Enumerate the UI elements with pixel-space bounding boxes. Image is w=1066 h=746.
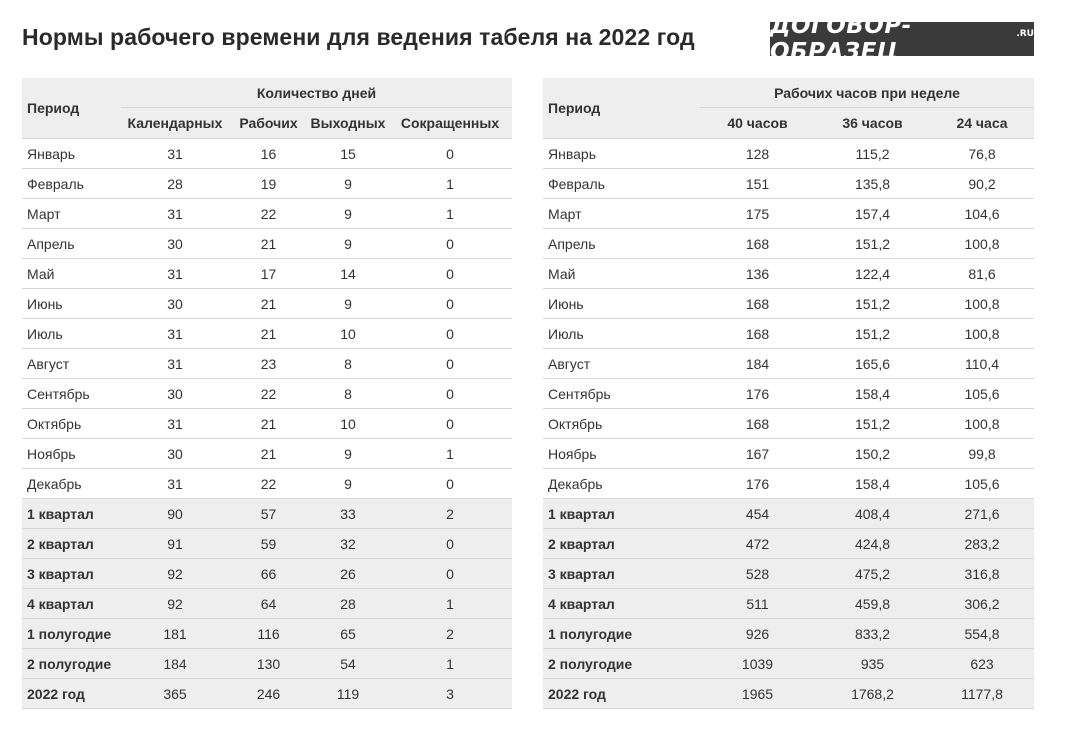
table-row <box>22 499 512 529</box>
value-cell: 168 <box>700 319 815 349</box>
table-row <box>22 409 512 439</box>
value-cell: 157,4 <box>815 199 930 229</box>
table-row <box>543 559 1034 589</box>
value-cell: 91 <box>121 529 229 559</box>
value-cell: 0 <box>388 139 512 169</box>
value-cell: 472 <box>700 529 815 559</box>
value-cell: 151,2 <box>815 319 930 349</box>
value-cell: 54 <box>308 649 388 679</box>
period-cell: 2 квартал <box>543 529 700 559</box>
value-cell: 151,2 <box>815 289 930 319</box>
value-cell: 28 <box>121 169 229 199</box>
value-cell: 66 <box>229 559 308 589</box>
value-cell: 128 <box>700 139 815 169</box>
value-cell: 9 <box>308 439 388 469</box>
period-cell: Январь <box>543 139 700 169</box>
column-header-24h: 24 часа <box>930 108 1034 139</box>
table-row <box>543 589 1034 619</box>
value-cell: 184 <box>121 649 229 679</box>
value-cell: 76,8 <box>930 139 1034 169</box>
table-row <box>22 529 512 559</box>
period-cell: 1 полугодие <box>22 619 121 649</box>
period-header: Период <box>22 78 121 139</box>
value-cell: 31 <box>121 319 229 349</box>
table-row <box>543 679 1034 709</box>
value-cell: 2 <box>388 619 512 649</box>
table-row <box>543 199 1034 229</box>
period-cell: Октябрь <box>22 409 121 439</box>
value-cell: 9 <box>308 199 388 229</box>
value-cell: 283,2 <box>930 529 1034 559</box>
value-cell: 110,4 <box>930 349 1034 379</box>
value-cell: 0 <box>388 349 512 379</box>
value-cell: 1039 <box>700 649 815 679</box>
value-cell: 17 <box>229 259 308 289</box>
value-cell: 271,6 <box>930 499 1034 529</box>
value-cell: 21 <box>229 319 308 349</box>
value-cell: 65 <box>308 619 388 649</box>
table-row <box>22 139 512 169</box>
value-cell: 1965 <box>700 679 815 709</box>
value-cell: 10 <box>308 409 388 439</box>
value-cell: 0 <box>388 229 512 259</box>
table-row <box>543 619 1034 649</box>
value-cell: 105,6 <box>930 469 1034 499</box>
period-cell: 2022 год <box>22 679 121 709</box>
logo-suffix: .RU <box>1016 29 1034 39</box>
period-cell: 4 квартал <box>22 589 121 619</box>
value-cell: 30 <box>121 379 229 409</box>
value-cell: 623 <box>930 649 1034 679</box>
value-cell: 1177,8 <box>930 679 1034 709</box>
value-cell: 136 <box>700 259 815 289</box>
value-cell: 19 <box>229 169 308 199</box>
period-cell: Июль <box>543 319 700 349</box>
value-cell: 64 <box>229 589 308 619</box>
column-header-36h: 36 часов <box>815 108 930 139</box>
value-cell: 32 <box>308 529 388 559</box>
value-cell: 1 <box>388 169 512 199</box>
table-row <box>543 649 1034 679</box>
value-cell: 8 <box>308 379 388 409</box>
value-cell: 151,2 <box>815 229 930 259</box>
value-cell: 833,2 <box>815 619 930 649</box>
value-cell: 176 <box>700 379 815 409</box>
value-cell: 1768,2 <box>815 679 930 709</box>
value-cell: 459,8 <box>815 589 930 619</box>
value-cell: 30 <box>121 229 229 259</box>
working-hours-table-body <box>543 139 1034 709</box>
table-row <box>543 439 1034 469</box>
value-cell: 454 <box>700 499 815 529</box>
value-cell: 9 <box>308 169 388 199</box>
value-cell: 0 <box>388 559 512 589</box>
value-cell: 90 <box>121 499 229 529</box>
value-cell: 31 <box>121 259 229 289</box>
period-cell: Июнь <box>543 289 700 319</box>
value-cell: 176 <box>700 469 815 499</box>
value-cell: 92 <box>121 589 229 619</box>
value-cell: 365 <box>121 679 229 709</box>
table-row <box>22 559 512 589</box>
period-cell: Февраль <box>543 169 700 199</box>
value-cell: 99,8 <box>930 439 1034 469</box>
value-cell: 21 <box>229 289 308 319</box>
period-cell: 1 квартал <box>22 499 121 529</box>
table-row <box>543 169 1034 199</box>
value-cell: 151,2 <box>815 409 930 439</box>
period-cell: Сентябрь <box>543 379 700 409</box>
period-cell: Апрель <box>543 229 700 259</box>
value-cell: 10 <box>308 319 388 349</box>
value-cell: 511 <box>700 589 815 619</box>
value-cell: 246 <box>229 679 308 709</box>
value-cell: 168 <box>700 409 815 439</box>
period-cell: 2 полугодие <box>543 649 700 679</box>
period-cell: 2 квартал <box>22 529 121 559</box>
value-cell: 21 <box>229 439 308 469</box>
page-title: Нормы рабочего времени для ведения табеля на 2022 год <box>22 24 695 50</box>
period-cell: 1 полугодие <box>543 619 700 649</box>
table-row <box>543 229 1034 259</box>
value-cell: 57 <box>229 499 308 529</box>
table-row <box>22 679 512 709</box>
period-cell: Апрель <box>22 229 121 259</box>
value-cell: 528 <box>700 559 815 589</box>
value-cell: 151 <box>700 169 815 199</box>
period-cell: Сентябрь <box>22 379 121 409</box>
table-row <box>543 259 1034 289</box>
table-row <box>543 409 1034 439</box>
value-cell: 31 <box>121 349 229 379</box>
column-header-calendar: Календарных <box>121 108 229 139</box>
value-cell: 1 <box>388 199 512 229</box>
value-cell: 184 <box>700 349 815 379</box>
value-cell: 31 <box>121 139 229 169</box>
value-cell: 130 <box>229 649 308 679</box>
period-cell: Ноябрь <box>22 439 121 469</box>
table-row <box>543 289 1034 319</box>
value-cell: 100,8 <box>930 289 1034 319</box>
working-hours-table <box>543 78 1034 709</box>
period-cell: 2 полугодие <box>22 649 121 679</box>
value-cell: 90,2 <box>930 169 1034 199</box>
value-cell: 167 <box>700 439 815 469</box>
value-cell: 1 <box>388 649 512 679</box>
value-cell: 31 <box>121 469 229 499</box>
period-cell: Декабрь <box>22 469 121 499</box>
period-cell: Март <box>22 199 121 229</box>
period-cell: 4 квартал <box>543 589 700 619</box>
table-row <box>22 229 512 259</box>
value-cell: 2 <box>388 499 512 529</box>
period-cell: 1 квартал <box>543 499 700 529</box>
value-cell: 175 <box>700 199 815 229</box>
value-cell: 100,8 <box>930 229 1034 259</box>
period-cell: Июль <box>22 319 121 349</box>
table-row <box>543 469 1034 499</box>
value-cell: 115,2 <box>815 139 930 169</box>
value-cell: 3 <box>388 679 512 709</box>
table-row <box>22 289 512 319</box>
value-cell: 554,8 <box>930 619 1034 649</box>
value-cell: 33 <box>308 499 388 529</box>
value-cell: 168 <box>700 289 815 319</box>
value-cell: 0 <box>388 289 512 319</box>
table-row <box>22 199 512 229</box>
value-cell: 0 <box>388 529 512 559</box>
value-cell: 26 <box>308 559 388 589</box>
period-cell: Август <box>543 349 700 379</box>
value-cell: 122,4 <box>815 259 930 289</box>
value-cell: 81,6 <box>930 259 1034 289</box>
value-cell: 181 <box>121 619 229 649</box>
value-cell: 158,4 <box>815 379 930 409</box>
period-cell: 3 квартал <box>543 559 700 589</box>
period-header: Период <box>543 78 700 139</box>
period-cell: 3 квартал <box>22 559 121 589</box>
value-cell: 31 <box>121 409 229 439</box>
period-cell: Июнь <box>22 289 121 319</box>
value-cell: 22 <box>229 469 308 499</box>
column-header-weekend: Выходных <box>308 108 388 139</box>
value-cell: 8 <box>308 349 388 379</box>
value-cell: 9 <box>308 229 388 259</box>
table-row <box>22 649 512 679</box>
period-cell: Октябрь <box>543 409 700 439</box>
value-cell: 28 <box>308 589 388 619</box>
table-row <box>543 349 1034 379</box>
value-cell: 475,2 <box>815 559 930 589</box>
value-cell: 306,2 <box>930 589 1034 619</box>
table-row <box>543 319 1034 349</box>
column-header-shortened: Сокращенных <box>388 108 512 139</box>
value-cell: 150,2 <box>815 439 930 469</box>
table-row <box>22 439 512 469</box>
table-row <box>22 259 512 289</box>
working-days-table <box>22 78 512 709</box>
period-cell: Май <box>22 259 121 289</box>
hours-per-week-group-header: Рабочих часов при неделе <box>700 78 1034 108</box>
value-cell: 116 <box>229 619 308 649</box>
value-cell: 316,8 <box>930 559 1034 589</box>
value-cell: 22 <box>229 199 308 229</box>
site-logo[interactable] <box>770 13 1034 65</box>
value-cell: 59 <box>229 529 308 559</box>
table-row <box>22 469 512 499</box>
value-cell: 9 <box>308 469 388 499</box>
value-cell: 158,4 <box>815 469 930 499</box>
value-cell: 119 <box>308 679 388 709</box>
value-cell: 21 <box>229 229 308 259</box>
value-cell: 21 <box>229 409 308 439</box>
table-row <box>543 379 1034 409</box>
value-cell: 30 <box>121 439 229 469</box>
period-cell: 2022 год <box>543 679 700 709</box>
days-count-group-header: Количество дней <box>121 78 512 108</box>
period-cell: Май <box>543 259 700 289</box>
value-cell: 14 <box>308 259 388 289</box>
value-cell: 0 <box>388 319 512 349</box>
value-cell: 1 <box>388 589 512 619</box>
value-cell: 105,6 <box>930 379 1034 409</box>
period-cell: Декабрь <box>543 469 700 499</box>
value-cell: 935 <box>815 649 930 679</box>
value-cell: 0 <box>388 259 512 289</box>
value-cell: 926 <box>700 619 815 649</box>
value-cell: 104,6 <box>930 199 1034 229</box>
value-cell: 165,6 <box>815 349 930 379</box>
value-cell: 9 <box>308 289 388 319</box>
table-row <box>543 139 1034 169</box>
period-cell: Март <box>543 199 700 229</box>
value-cell: 92 <box>121 559 229 589</box>
period-cell: Январь <box>22 139 121 169</box>
table-row <box>22 169 512 199</box>
table-row <box>22 619 512 649</box>
value-cell: 100,8 <box>930 409 1034 439</box>
value-cell: 30 <box>121 289 229 319</box>
value-cell: 408,4 <box>815 499 930 529</box>
value-cell: 15 <box>308 139 388 169</box>
value-cell: 424,8 <box>815 529 930 559</box>
column-header-working: Рабочих <box>229 108 308 139</box>
logo-text: ДОГОВОР-ОБРАЗЕЦ <box>770 13 912 65</box>
table-row <box>543 499 1034 529</box>
value-cell: 100,8 <box>930 319 1034 349</box>
period-cell: Август <box>22 349 121 379</box>
table-row <box>22 319 512 349</box>
value-cell: 135,8 <box>815 169 930 199</box>
value-cell: 0 <box>388 469 512 499</box>
table-row <box>543 529 1034 559</box>
value-cell: 16 <box>229 139 308 169</box>
value-cell: 31 <box>121 199 229 229</box>
value-cell: 22 <box>229 379 308 409</box>
value-cell: 23 <box>229 349 308 379</box>
table-row <box>22 379 512 409</box>
table-row <box>22 349 512 379</box>
value-cell: 1 <box>388 439 512 469</box>
period-cell: Февраль <box>22 169 121 199</box>
column-header-40h: 40 часов <box>700 108 815 139</box>
value-cell: 0 <box>388 379 512 409</box>
working-days-table-body <box>22 139 512 709</box>
value-cell: 168 <box>700 229 815 259</box>
table-row <box>22 589 512 619</box>
period-cell: Ноябрь <box>543 439 700 469</box>
value-cell: 0 <box>388 409 512 439</box>
